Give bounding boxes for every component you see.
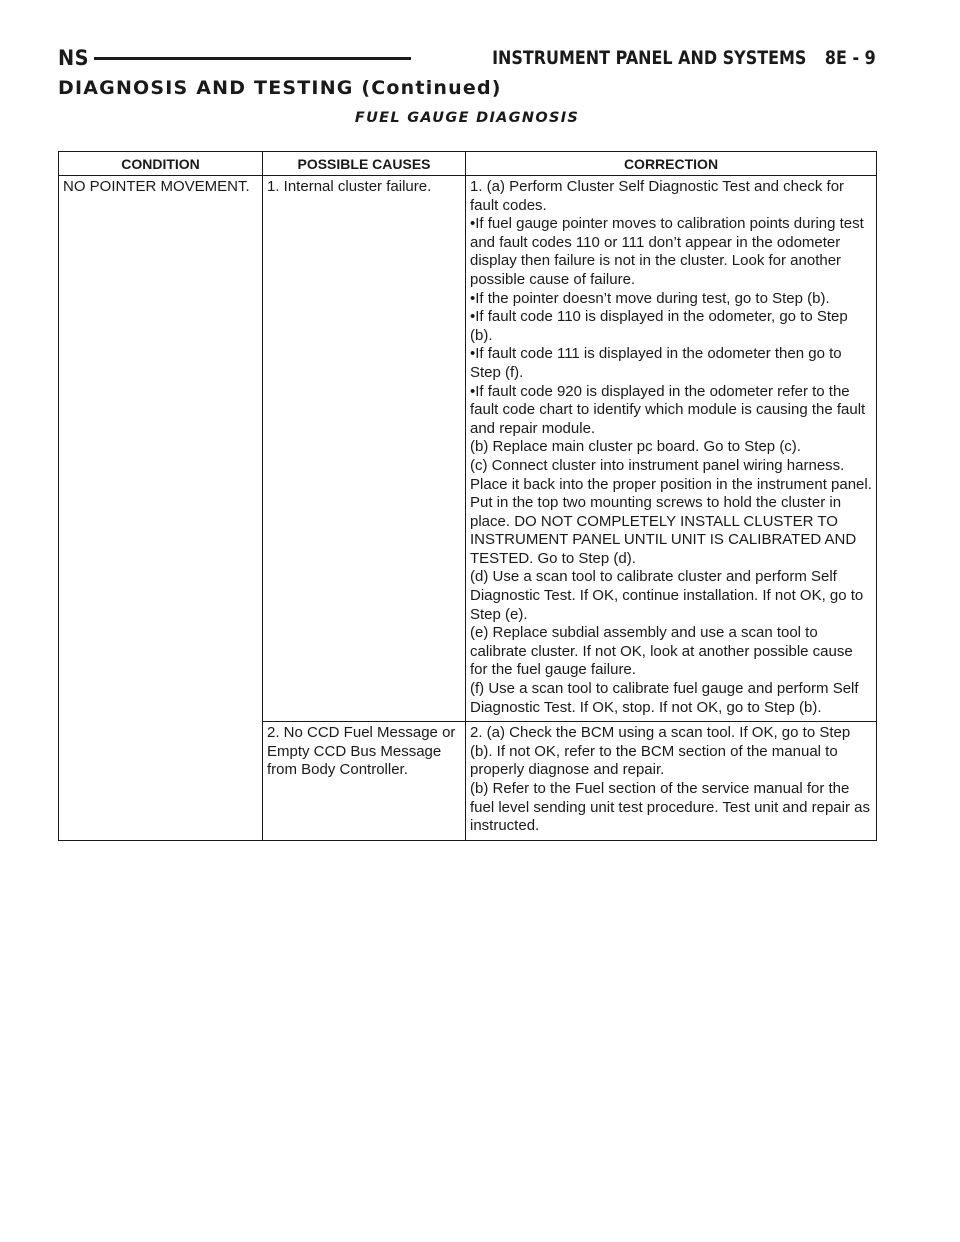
correction-step: (d) Use a scan tool to calibrate cluster and perform Self Diagnostic Test. If OK, continue installation. If not OK, go to Step (e). <box>470 568 864 623</box>
correction-step: •If fuel gauge pointer moves to calibration points during test and fault codes 110 or 111 don’t appear in the odometer display then failure is not in the cluster. Look for another possible cause of failure. <box>470 215 864 288</box>
cause-cell: 2. No CCD Fuel Message or Empty CCD Bus Message from Body Controller. <box>263 722 466 841</box>
table-header-row <box>59 152 877 176</box>
correction-cell <box>466 722 877 841</box>
correction-step: (e) Replace subdial assembly and use a scan tool to calibrate cluster. If not OK, look at another possible cause for the fuel gauge failure. <box>470 624 853 679</box>
column-header-condition: CONDITION <box>59 152 263 176</box>
fuel-gauge-diagnosis-table <box>58 151 877 841</box>
cause-cell: 1. Internal cluster failure. <box>263 176 466 722</box>
condition-cell-continued <box>59 722 263 841</box>
correction-step: 1. (a) Perform Cluster Self Diagnostic Test and check for fault codes. <box>470 178 845 214</box>
correction-step: •If fault code 111 is displayed in the odometer then go to Step (f). <box>470 345 842 381</box>
correction-step: •If the pointer doesn’t move during test, go to Step (b). <box>470 289 830 307</box>
condition-cell: NO POINTER MOVEMENT. <box>59 176 263 722</box>
page-header <box>58 44 876 72</box>
header-page-number: 8E - 9 <box>825 47 876 69</box>
correction-cell <box>466 176 877 722</box>
table-row <box>59 722 877 841</box>
table-title: FUEL GAUGE DIAGNOSIS <box>354 110 580 126</box>
header-chapter-name: INSTRUMENT PANEL AND SYSTEMS <box>492 47 807 69</box>
correction-step: (b) Refer to the Fuel section of the service manual for the fuel level sending unit test procedure. Test unit and repair as instructed. <box>470 780 870 835</box>
header-chapter-title <box>492 47 876 69</box>
correction-step: 2. (a) Check the BCM using a scan tool. If OK, go to Step (b). If not OK, refer to the BCM section of the manual to properly diagnose and repair. <box>470 724 851 779</box>
section-title: DIAGNOSIS AND TESTING (Continued) <box>58 77 502 99</box>
column-header-correction: CORRECTION <box>466 152 877 176</box>
correction-step: (b) Replace main cluster pc board. Go to Step (c). <box>470 438 801 456</box>
header-rule <box>94 57 412 60</box>
correction-step: •If fault code 920 is displayed in the odometer refer to the fault code chart to identify which module is causing the fault and repair module. <box>470 382 866 437</box>
header-section-code: NS <box>58 46 90 70</box>
table-row <box>59 176 877 722</box>
column-header-possible-causes: POSSIBLE CAUSES <box>263 152 466 176</box>
correction-step: •If fault code 110 is displayed in the odometer, go to Step (b). <box>470 308 848 344</box>
correction-step: (c) Connect cluster into instrument panel wiring harness. Place it back into the proper position in the instrument panel. Put in the top two mounting screws to hold the cluster in place. DO NOT COMPLETELY INSTALL CLUSTER TO INSTRUMENT PANEL UNTIL UNIT IS CALIBRATED AND TESTED. Go to Step (d). <box>470 456 872 567</box>
correction-step: (f) Use a scan tool to calibrate fuel gauge and perform Self Diagnostic Test. If OK, stop. If not OK, go to Step (b). <box>470 680 859 716</box>
